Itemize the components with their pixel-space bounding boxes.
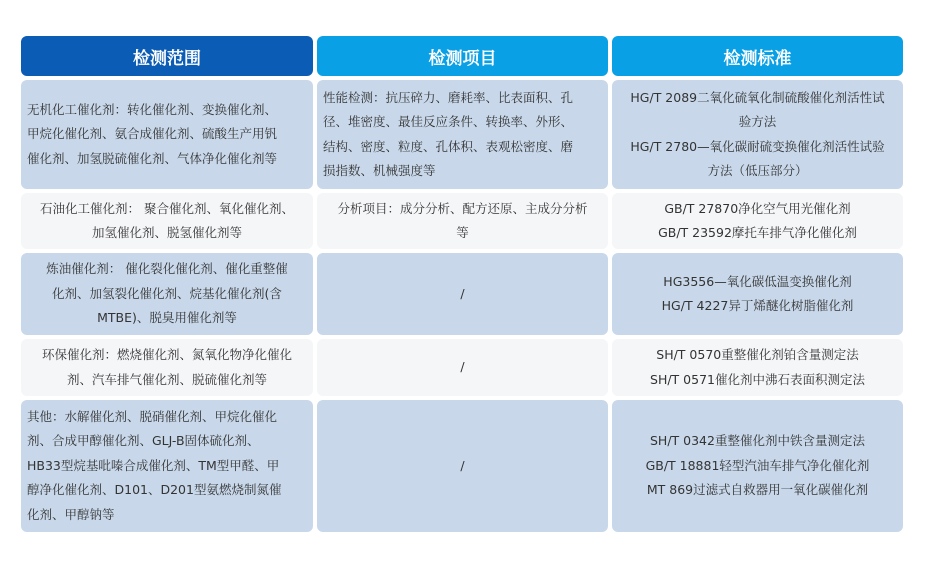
row-3-items-cell [317,253,608,335]
row-2-items: 分析项目：成分分析、配方还原、主成分分析 等 [337,200,588,240]
row-2-standards: GB/T 27870净化空气用光催化剂 GB/T 23592摩托车排气净化催化剂 [658,200,857,240]
row-4-standards-cell [612,339,903,396]
row-2-standards-cell [612,193,903,249]
row-5-standards-cell [612,400,903,532]
row-3-standards-cell [612,253,903,335]
row-2-items-cell [317,193,608,249]
header-items [317,36,608,76]
row-5-items-cell [317,400,608,532]
row-2-scope: 石油化工催化剂： 聚合催化剂、氧化催化剂、 加氢催化剂、脱氢催化剂等 [40,200,294,240]
row-2-scope-cell [21,193,313,249]
header-scope [21,36,313,76]
row-4-items-cell [317,339,608,396]
row-5-items: / [460,457,465,473]
row-5-scope: 其他：水解催化剂、脱硝催化剂、甲烷化催化 剂、合成甲醇催化剂、GLJ-B固体硫化剂、 HB33型烷基吡嗪合成催化剂、TM型甲醛、甲 醇净化催化剂、D101、D201型氨燃烧制氮催 化剂、甲醇钠等 [27,408,282,522]
row-5-scope-cell [21,400,313,532]
row-3-scope-cell [21,253,313,335]
row-3-standards: HG3556—氧化碳低温变换催化剂 HG/T 4227异丁烯醚化树脂催化剂 [661,273,854,313]
row-5-standards: SH/T 0342重整催化剂中铁含量测定法 GB/T 18881轻型汽油车排气净化催化剂 MT 869过滤式自救器用一氧化碳催化剂 [645,433,870,498]
header-standards [612,36,903,76]
row-4-items: / [460,359,465,375]
row-1-standards: HG/T 2089二氧化硫氧化制硫酸催化剂活性试 验方法 HG/T 2780—氧化碳耐硫变换催化剂活性试验 方法（低压部分） [630,89,885,178]
row-1-scope: 无机化工催化剂：转化催化剂、变换催化剂、 甲烷化催化剂、氨合成催化剂、硫酸生产用钒 催化剂、加氢脱硫催化剂、气体净化催化剂等 [27,101,278,166]
row-3-items: / [460,285,465,301]
row-1-items: 性能检测：抗压碎力、磨耗率、比表面积、孔 径、堆密度、最佳反应条件、转换率、外形、 结构、密度、粒度、孔体积、表观松密度、磨 损指数、机械强度等 [323,89,574,178]
row-1-scope-cell [21,80,313,189]
row-4-standards: SH/T 0570重整催化剂铂含量测定法 SH/T 0571催化剂中沸石表面积测定法 [650,347,865,387]
header-standards-label: 检测标准 [723,48,792,69]
row-4-scope: 环保催化剂：燃烧催化剂、氮氧化物净化催化 剂、汽车排气催化剂、脱硫催化剂等 [41,347,292,387]
row-4-scope-cell [21,339,313,396]
header-items-label: 检测项目 [428,48,497,69]
header-scope-label: 检测范围 [133,48,201,69]
row-3-scope: 炼油催化剂： 催化裂化催化剂、催化重整催 化剂、加氢裂化催化剂、烷基化催化剂(含 MTBE)、脱臭用催化剂等 [46,261,288,326]
row-1-items-cell [317,80,608,189]
row-1-standards-cell [612,80,903,189]
